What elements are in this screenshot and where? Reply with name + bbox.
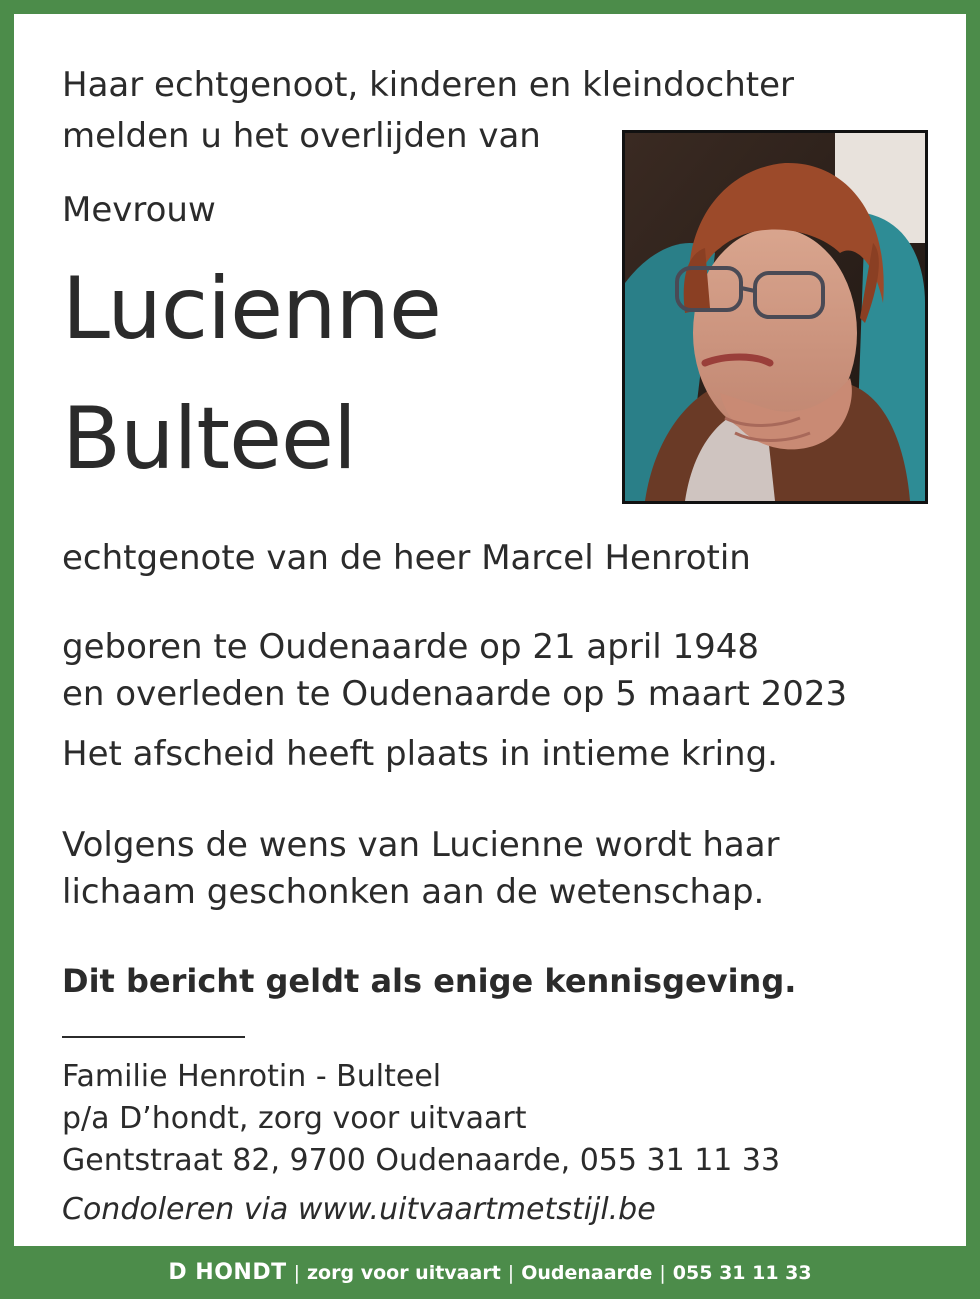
family-line-1: Familie Henrotin - Bulteel [62,1059,442,1094]
obituary-card [14,14,966,1246]
intro-line-1: Haar echtgenoot, kinderen en kleindochter [62,65,794,105]
portrait-photo [622,130,928,504]
footer-city: Oudenaarde [521,1261,653,1284]
wish-line-2: lichaam geschonken aan de wetenschap. [62,872,765,912]
family-line-2: p/a D’hondt, zorg voor uitvaart [62,1101,527,1136]
life-dates [62,624,847,718]
notice-line: Dit bericht geldt als enige kennisgeving. [62,962,797,1000]
footer-separator: | [507,1261,515,1284]
family-line-3: Gentstraat 82, 9700 Oudenaarde, 055 31 11 33 [62,1143,781,1178]
divider [62,1036,245,1038]
condolences-line: Condoleren via www.uitvaartmetstijl.be [62,1192,656,1227]
first-name: Lucienne [62,259,441,359]
last-name: Bulteel [62,389,356,489]
honorific: Mevrouw [62,190,216,230]
portrait-illustration [625,133,925,501]
death-line: en overleden te Oudenaarde op 5 maart 2023 [62,674,848,714]
footer-separator: | [293,1261,300,1284]
footer-phone: 055 31 11 33 [672,1261,812,1284]
footer-bar [0,1246,980,1299]
spouse-line: echtgenote van de heer Marcel Henrotin [62,538,751,578]
wish-line-1: Volgens de wens van Lucienne wordt haar [62,825,780,865]
family-address [62,1056,780,1182]
farewell-line: Het afscheid heeft plaats in intieme kring. [62,734,778,774]
intro-line-2: melden u het overlijden van [62,116,541,156]
footer-tagline: zorg voor uitvaart [307,1261,501,1284]
wish-text [62,822,780,916]
footer-separator: | [659,1261,666,1284]
birth-line: geboren te Oudenaarde op 21 april 1948 [62,627,760,667]
brand-logo: D HONDT [168,1260,287,1285]
